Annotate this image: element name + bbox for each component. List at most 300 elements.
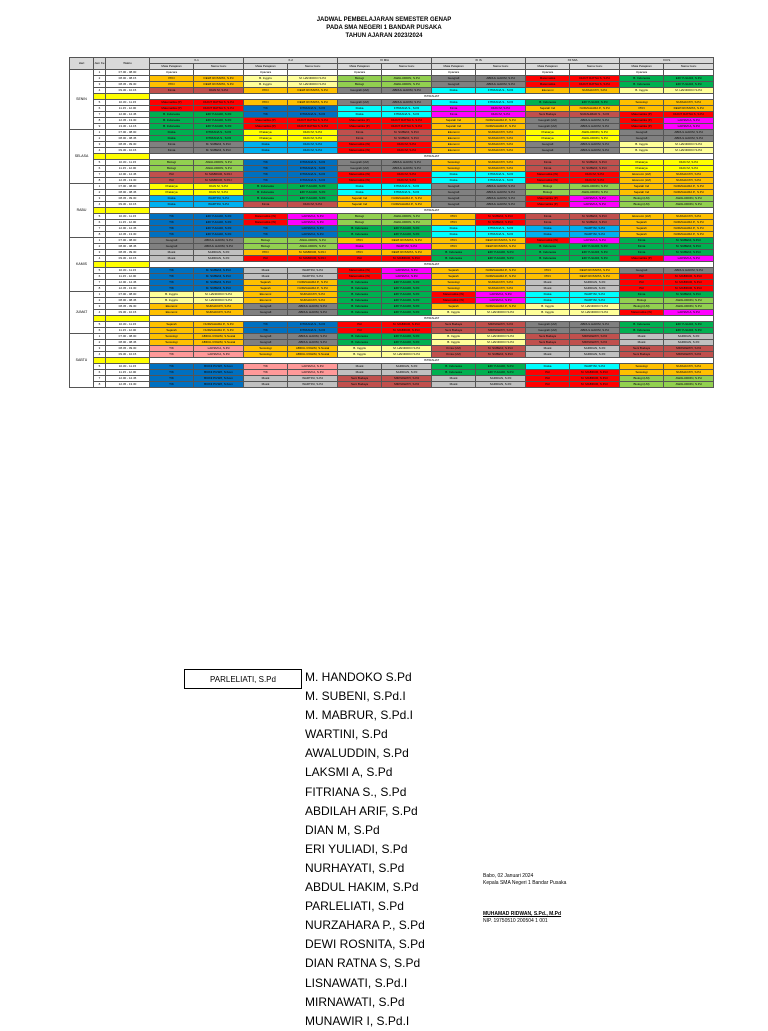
subject-cell: TIK [150,232,194,238]
teacher-cell: M. MABRUR, S.Pd.I [382,322,432,328]
jam-cell: 7 [94,226,106,232]
jam-cell: 1 [94,334,106,340]
subject-cell: Kimia [526,160,570,166]
subject-cell: Geografi (LM) [526,328,570,334]
subject-cell: PAI [526,382,570,388]
teacher-cell: M. HANDOKO S.Pd [382,352,432,358]
teacher-cell: MIRNAWATI, S.Pd [476,322,526,328]
subject-cell: TIK [150,286,194,292]
subject-cell: Kimia [620,238,664,244]
subject-cell: Matematika (W) [526,172,570,178]
teacher-cell: FITRIANA S., S.Pd [288,328,338,334]
subject-cell: Seni Budaya [526,334,570,340]
teacher-cell: DIAN M, S.Pd [382,172,432,178]
subject-cell: Matematika (W) [244,220,288,226]
teacher-cell: NURHAYATI, S.Pd [476,142,526,148]
teacher-cell: M. MABRUR, S.Pd.I [194,172,244,178]
subject-cell: Kimia [150,148,194,154]
col-header-jam: Jam Ke [94,58,106,70]
waktu-cell: 12.45 - 13.30 [106,118,150,124]
teacher-cell: DIANT RATNA S, S.Pd [194,106,244,112]
waktu-cell: 08.45 - 09.30 [106,304,150,310]
teacher-cell: MIRNAWATI, S.Pd [570,334,620,340]
jam-cell: 4 [94,88,106,94]
subject-cell: Kimia (LM) [432,346,476,352]
signature-block [483,873,566,925]
teacher-cell: ERI YULIADI, S.Pd [194,112,244,118]
teacher-cell: M. SUBENI, S.Pd.I [194,268,244,274]
schedule-header [70,58,714,70]
teacher-cell: M. SUBENI, S.Pd.I [476,220,526,226]
subject-cell: TIK [150,274,194,280]
teacher-cell: NURZAHARA P., S.Pd [476,304,526,310]
waktu-cell: 10.30 - 11.15 [106,160,150,166]
subject-cell: B. Inggris [150,292,194,298]
teacher-cell: SARDIAN, S.Pd [570,352,620,358]
subject-cell: Fisika [526,232,570,238]
teacher-cell: WARTINI, S.Pd [288,268,338,274]
subject-cell: Biologi (LM) [620,202,664,208]
subject-cell: PAI [244,256,288,262]
subject-cell: Sejarah [244,286,288,292]
teacher-cell: NURZAHARA P., S.Pd [382,196,432,202]
teacher-cell: AWALUDDIN, S.Pd [288,244,338,250]
subject-cell: TIK [150,376,194,382]
teacher-cell: M. HANDOKO S.Pd [664,142,714,148]
teacher-cell: DIAN M, S.Pd [570,172,620,178]
subject-cell: Kimia [338,130,382,136]
teacher-cell: M. HANDOKO S.Pd [664,88,714,94]
teacher-cell: ERI YULIADI, S.Pd [382,340,432,346]
subject-cell: PKN [432,244,476,250]
teacher-cell: LAKSMI A, S.Pd [382,274,432,280]
teacher-cell: M. SUBENI, S.Pd.I [382,136,432,142]
jam-cell: 4 [94,202,106,208]
subject-cell: Geografi [432,190,476,196]
subject-cell: Kimia [620,292,664,298]
jam-cell: 2 [94,76,106,82]
subject-cell: Ekonomi (LM) [620,178,664,184]
teacher-cell: NURZAHARA P., S.Pd [476,274,526,280]
teacher-cell: FITRIANA S., S.Pd [288,172,338,178]
waktu-cell: 12.45 - 13.30 [106,286,150,292]
jam-cell: 5 [94,322,106,328]
jam-cell: 3 [94,346,106,352]
teacher-cell: DIANT RATNA S, S.Pd [382,118,432,124]
subject-cell: B. Indonesia [244,196,288,202]
teacher-cell: FITRIANA S., S.Pd [288,160,338,166]
teacher-cell: ERI YULIADI, S.Pd [288,184,338,190]
teacher-cell: WARTINI, S.Pd [570,298,620,304]
teacher-cell: MIRNAWATI, S.Pd [382,382,432,388]
waktu-cell: 09.30 - 10.15 [106,202,150,208]
teacher-cell: SARDIAN, S.Pd [570,286,620,292]
subject-cell: PAI [150,172,194,178]
waktu-cell: 11.15 - 12.00 [106,166,150,172]
teacher-cell: NURHAYATI, S.Pd [476,166,526,172]
teacher-cell: NURHAYATI, S.Pd [476,160,526,166]
subject-cell: PKN [338,238,382,244]
teacher-cell: M. HANDOKO S.Pd [288,76,338,82]
teacher-cell: FITRIANA S., S.Pd [288,322,338,328]
jam-cell: 1 [94,130,106,136]
teacher-cell: ABDUL ROHIM, S.Sosial [288,352,338,358]
teacher-list-item: MIRNAWATI, S.Pd [305,994,405,1009]
teacher-cell: WARTINI, S.Pd [194,196,244,202]
teacher-cell: ERI YULIADI, S.Pd [570,100,620,106]
jam-cell: 5 [94,160,106,166]
teacher-cell: M. SUBENI, S.Pd.I [476,214,526,220]
teacher-cell: NURZAHARA P., S.Pd [194,322,244,328]
teacher-cell: AWALUDDIN, S.Pd [382,82,432,88]
teacher-cell: BIONI PUSPI, S.Kom [194,382,244,388]
teacher-cell: ERI YULIADI, S.Pd [664,82,714,88]
teacher-cell: M. HANDOKO S.Pd [382,346,432,352]
teacher-cell: M. HANDOKO S.Pd [288,82,338,88]
subject-cell: Musik [620,340,664,346]
jam-cell: 2 [94,136,106,142]
class-header: XI MIA [338,58,432,64]
teacher-cell: LAKSMI A, S.Pd [288,214,338,220]
subject-cell: TIK [150,280,194,286]
subject-cell: Prakarya [244,130,288,136]
subject-cell: PAI [526,370,570,376]
jam-cell: 4 [94,256,106,262]
subject-cell: Musik [150,256,194,262]
teacher-cell: SARDIAN, S.Pd [664,340,714,346]
subject-cell: PKN [432,220,476,226]
subject-cell: Ekonomi [432,130,476,136]
subject-cell: PKN [620,106,664,112]
subject-cell: PKN [244,250,288,256]
subject-cell: B. Indonesia [244,190,288,196]
class-header: XI IS [432,58,526,64]
subject-cell: B. Inggris [526,304,570,310]
teacher-cell: DEWI ROSNITA, S.Pd [288,100,338,106]
subject-cell: B. Indonesia [338,304,382,310]
subject-cell: Geografi [620,268,664,274]
teacher-cell: M. SUBENI, S.Pd.I [664,244,714,250]
teacher-cell: ABDUL HAKIM, S.Pd [570,142,620,148]
subject-cell: Sosiologi [620,100,664,106]
teacher-cell: DIAN M, S.Pd [288,202,338,208]
teacher-cell: ABDUL HAKIM, S.Pd [476,184,526,190]
subject-cell: Kimia (LM) [432,352,476,358]
teacher-cell: NURHAYATI, S.Pd [664,100,714,106]
boxed-teacher-label: PARLELIATI, S.Pd [184,669,302,689]
subject-cell: TIK [244,172,288,178]
jam-cell: 6 [94,274,106,280]
subject-cell: Sejarah Ind [432,124,476,130]
teacher-cell: DIANT RATNA S, S.Pd [570,82,620,88]
subject-cell: Ekonomi (LM) [620,214,664,220]
teacher-cell: M. SUBENI, S.Pd.I [194,274,244,280]
teacher-cell: FITRIANA S., S.Pd [288,106,338,112]
teacher-cell: NURHAYATI, S.Pd [288,298,338,304]
subject-cell: Sosiologi [150,334,194,340]
teacher-cell: DEWI ROSNITA, S.Pd [570,268,620,274]
teacher-cell: DIANT RATNA S, S.Pd [664,112,714,118]
subject-cell: B. Indonesia [338,340,382,346]
subject-cell: Fisika [338,112,382,118]
subject-cell: Matematika (P) [620,256,664,262]
teacher-cell: LAKSMI A, S.Pd [194,352,244,358]
subject-cell: Musik [244,274,288,280]
subject-cell: Matematika (W) [338,178,382,184]
teacher-cell: ABDUL ROHIM, S.Sosial [194,334,244,340]
subject-cell: B. Indonesia [150,112,194,118]
waktu-cell: 10.30 - 11.15 [106,268,150,274]
jam-cell: 2 [94,190,106,196]
subject-cell: Musik [338,370,382,376]
subject-cell: B. Indonesia [338,292,382,298]
subject-cell: Matematika (W) [620,310,664,316]
subject-cell: Sejarah [620,220,664,226]
subject-cell: B. Indonesia [620,76,664,82]
subject-cell: PKN [432,214,476,220]
subject-cell: B. Inggris [620,148,664,154]
teacher-cell: M. MABRUR, S.Pd.I [288,250,338,256]
teacher-cell: DIAN M, S.Pd [570,178,620,184]
teacher-cell: LAKSMI A, S.Pd [570,202,620,208]
subject-cell: PAI [620,280,664,286]
waktu-cell: 11.15 - 12.00 [106,274,150,280]
day-cell: SELASA [70,130,94,184]
subject-cell: Geografi (LM) [338,100,382,106]
teacher-cell: WARTINI, S.Pd [288,376,338,382]
teacher-cell: FITRIANA S., S.Pd [194,136,244,142]
subheader-mapel: Mata Pelajaran [620,64,664,70]
subject-cell: B. Indonesia [338,310,382,316]
subject-cell: PAI [620,274,664,280]
subject-cell: PKN [244,100,288,106]
teacher-cell: M. SUBENI, S.Pd.I [664,250,714,256]
teacher-cell: FITRIANA S., S.Pd [476,88,526,94]
subject-cell: Geografi [432,82,476,88]
waktu-cell: 13.30 - 14.15 [106,124,150,130]
subject-cell: Fisika [432,226,476,232]
header-year: TAHUN AJARAN 2023/2024 [345,33,423,39]
teacher-cell: LAKSMI A, S.Pd [288,232,338,238]
teacher-list-item: ABDILAH ARIF, S.Pd [305,803,418,818]
subject-cell: Kimia [526,166,570,172]
subject-cell: Biologi (LM) [620,376,664,382]
waktu-cell: 11.15 - 12.00 [106,370,150,376]
waktu-cell: 08.45 - 09.30 [106,250,150,256]
subject-cell: Biologi [150,160,194,166]
teacher-cell: NURHAYATI, S.Pd [194,310,244,316]
subheader-guru: Nama Guru [476,64,526,70]
subject-cell: TIK [244,370,288,376]
teacher-cell: AWALUDDIN, S.Pd [382,214,432,220]
subject-cell: Prakarya [150,184,194,190]
teacher-cell: ERI YULIADI, S.Pd [476,256,526,262]
teacher-cell: LAKSMI A, S.Pd [570,196,620,202]
subject-cell: PKN [432,238,476,244]
schedule-body [70,70,714,388]
subject-cell: PAI [150,178,194,184]
break-label: ISTIRAHAT [150,316,714,322]
teacher-cell: M. SUBENI, S.Pd.I [476,346,526,352]
subject-cell: Geografi [526,142,570,148]
subheader-mapel: Mata Pelajaran [432,64,476,70]
teacher-cell: DIANT RATNA S, S.Pd [570,76,620,82]
teacher-cell: DEWI ROSNITA, S.Pd [570,274,620,280]
teacher-cell: LAKSMI A, S.Pd [476,292,526,298]
subject-cell: Biologi [338,220,382,226]
class-header: X-1 [150,58,244,64]
teacher-cell: ERI YULIADI, S.Pd [194,226,244,232]
waktu-cell: 08.45 - 09.30 [106,346,150,352]
subject-cell: Kimia [150,142,194,148]
teacher-cell: FITRIANA S., S.Pd [288,178,338,184]
subject-cell: Fisika [150,202,194,208]
teacher-cell: NURZAHARA P., S.Pd [288,286,338,292]
subject-cell: B. Indonesia [432,370,476,376]
teacher-cell: FITRIANA S., S.Pd [476,178,526,184]
teacher-cell: NURZAHARA P., S.Pd [382,202,432,208]
subject-cell: Seni Budaya [338,382,382,388]
teacher-cell: SARDIAN, S.Pd [382,370,432,376]
teacher-list-item: NURZAHARA P., S.Pd [305,918,425,933]
subject-cell: Ekonomi [150,304,194,310]
subject-cell: Geografi (LM) [526,322,570,328]
teacher-cell: AWALUDDIN, S.Pd [570,130,620,136]
class-header: X-2 [244,58,338,64]
teacher-cell: ABDUL HAKIM, S.Pd [664,268,714,274]
subject-cell: Upacara [150,70,194,76]
teacher-cell: ABDUL HAKIM, S.Pd [476,82,526,88]
subject-cell: Sejarah [620,232,664,238]
teacher-list-item: DIAN RATNA S, S.Pd [305,956,421,971]
teacher-cell: MIRNAWATI, S.Pd [664,346,714,352]
subject-cell: B. Indonesia [620,82,664,88]
subheader-mapel: Mata Pelajaran [244,64,288,70]
subject-cell: Sosiologi [432,160,476,166]
subject-cell: B. Indonesia [526,250,570,256]
teacher-cell: M. HANDOKO S.Pd [476,340,526,346]
subject-cell: Sejarah Ind [620,190,664,196]
teacher-cell: ABDUL HAKIM, S.Pd [664,136,714,142]
jam-cell: 8 [94,178,106,184]
teacher-cell: MIRNAWATI, S.Pd [570,340,620,346]
subject-cell: Sejarah Ind [526,106,570,112]
teacher-cell: M. MABRUR, S.Pd.I [382,328,432,334]
subject-cell: PKN [244,88,288,94]
subject-cell: TIK [244,322,288,328]
teacher-cell: FITRIANA S., S.Pd [194,130,244,136]
teacher-cell: DEWI ROSNITA, S.Pd [194,82,244,88]
jam-cell: 3 [94,250,106,256]
teacher-cell: WARTINI, S.Pd [288,382,338,388]
waktu-cell: 08.45 - 09.30 [106,196,150,202]
teacher-cell: ABDUL HAKIM, S.Pd [288,334,338,340]
teacher-cell: NURZAHARA P., S.Pd [664,190,714,196]
teacher-cell: NURHAYATI, S.Pd [664,214,714,220]
teacher-cell: WARTINI, S.Pd [570,232,620,238]
subject-cell: Geografi (LM) [338,166,382,172]
subject-cell: Sosiologi [432,280,476,286]
teacher-cell: LAKSMI A, S.Pd [476,298,526,304]
teacher-cell: NURZAHARA P., S.Pd [664,226,714,232]
subject-cell: Sejarah [150,322,194,328]
subject-cell: TIK [244,160,288,166]
waktu-cell: 12.45 - 13.30 [106,232,150,238]
break-label: ISTIRAHAT [150,154,714,160]
waktu-cell: 11.15 - 12.00 [106,106,150,112]
waktu-cell: 12.00 - 12.45 [106,112,150,118]
teacher-cell: ERI YULIADI, S.Pd [382,232,432,238]
teacher-cell: ABDUL HAKIM, S.Pd [382,166,432,172]
teacher-cell: M. SUBENI, S.Pd.I [570,214,620,220]
subject-cell: TIK [244,106,288,112]
teacher-cell: ABDUL HAKIM, S.Pd [476,196,526,202]
subject-cell: B. Indonesia [526,256,570,262]
subject-cell: Biologi (LM) [620,196,664,202]
teacher-list-item: LAKSMI A, S.Pd [305,765,393,780]
teacher-cell: ERI YULIADI, S.Pd [570,250,620,256]
subject-cell: PAI [338,322,382,328]
teacher-cell: NURHAYATI, S.Pd [664,172,714,178]
jam-cell: 5 [94,100,106,106]
teacher-cell: AWALUDDIN, S.Pd [194,160,244,166]
teacher-list-item: DEWI ROSNITA, S.Pd [305,937,425,952]
subject-cell: B. Inggris [244,76,288,82]
teacher-cell: LAKSMI A, S.Pd [288,370,338,376]
subject-cell: Upacara [244,70,288,76]
subject-cell: B. Inggris [338,346,382,352]
subject-cell: Kimia [150,88,194,94]
teacher-list-item: FITRIANA S., S.Pd [305,784,407,799]
teacher-cell: M. SUBENI, S.Pd.I [194,148,244,154]
teacher-cell: FITRIANA S., S.Pd [382,190,432,196]
subject-cell: PKN [150,82,194,88]
teacher-cell: DEWI ROSNITA, S.Pd [288,88,338,94]
subject-cell: Seni Budaya [432,328,476,334]
subheader-mapel: Mata Pelajaran [338,64,382,70]
subject-cell: B. Inggris [432,334,476,340]
teacher-cell: AWALUDDIN, S.Pd [664,196,714,202]
teacher-cell: WARTINI, S.Pd [288,274,338,280]
subject-cell: B. Inggris [526,310,570,316]
teacher-cell: DIAN M, S.Pd [476,112,526,118]
subject-cell: Fisika [150,130,194,136]
waktu-cell: 09.30 - 10.15 [106,256,150,262]
teacher-list-item: LISNAWATI, S.Pd.I [305,975,408,990]
subheader-guru: Nama Guru [382,64,432,70]
waktu-cell: 12.45 - 13.30 [106,382,150,388]
subject-cell: Fisika [244,148,288,154]
teacher-cell: ABDUL HAKIM, S.Pd [570,148,620,154]
teacher-cell: M. MABRUR, S.Pd.I [664,280,714,286]
teacher-cell: FITRIANA S., S.Pd [382,184,432,190]
teacher-cell: ABDUL ROHIM, S.Sosial [288,346,338,352]
subject-cell: Ekonomi [432,148,476,154]
waktu-cell: 08.00 - 08.45 [106,298,150,304]
subject-cell: Prakarya [620,160,664,166]
day-cell: KAMIS [70,238,94,292]
teacher-cell: NURZAHARA P., S.Pd [194,328,244,334]
subject-cell: PAI [526,376,570,382]
subject-cell: PKN [526,274,570,280]
subject-cell: Matematika (P) [150,100,194,106]
subject-cell: B. Indonesia [432,364,476,370]
teacher-cell: ERI YULIADI, S.Pd [570,256,620,262]
subject-cell: Matematika (W) [244,214,288,220]
jam-cell: 6 [94,106,106,112]
subject-cell: Fisika [338,244,382,250]
teacher-cell: DIAN M, S.Pd [288,130,338,136]
